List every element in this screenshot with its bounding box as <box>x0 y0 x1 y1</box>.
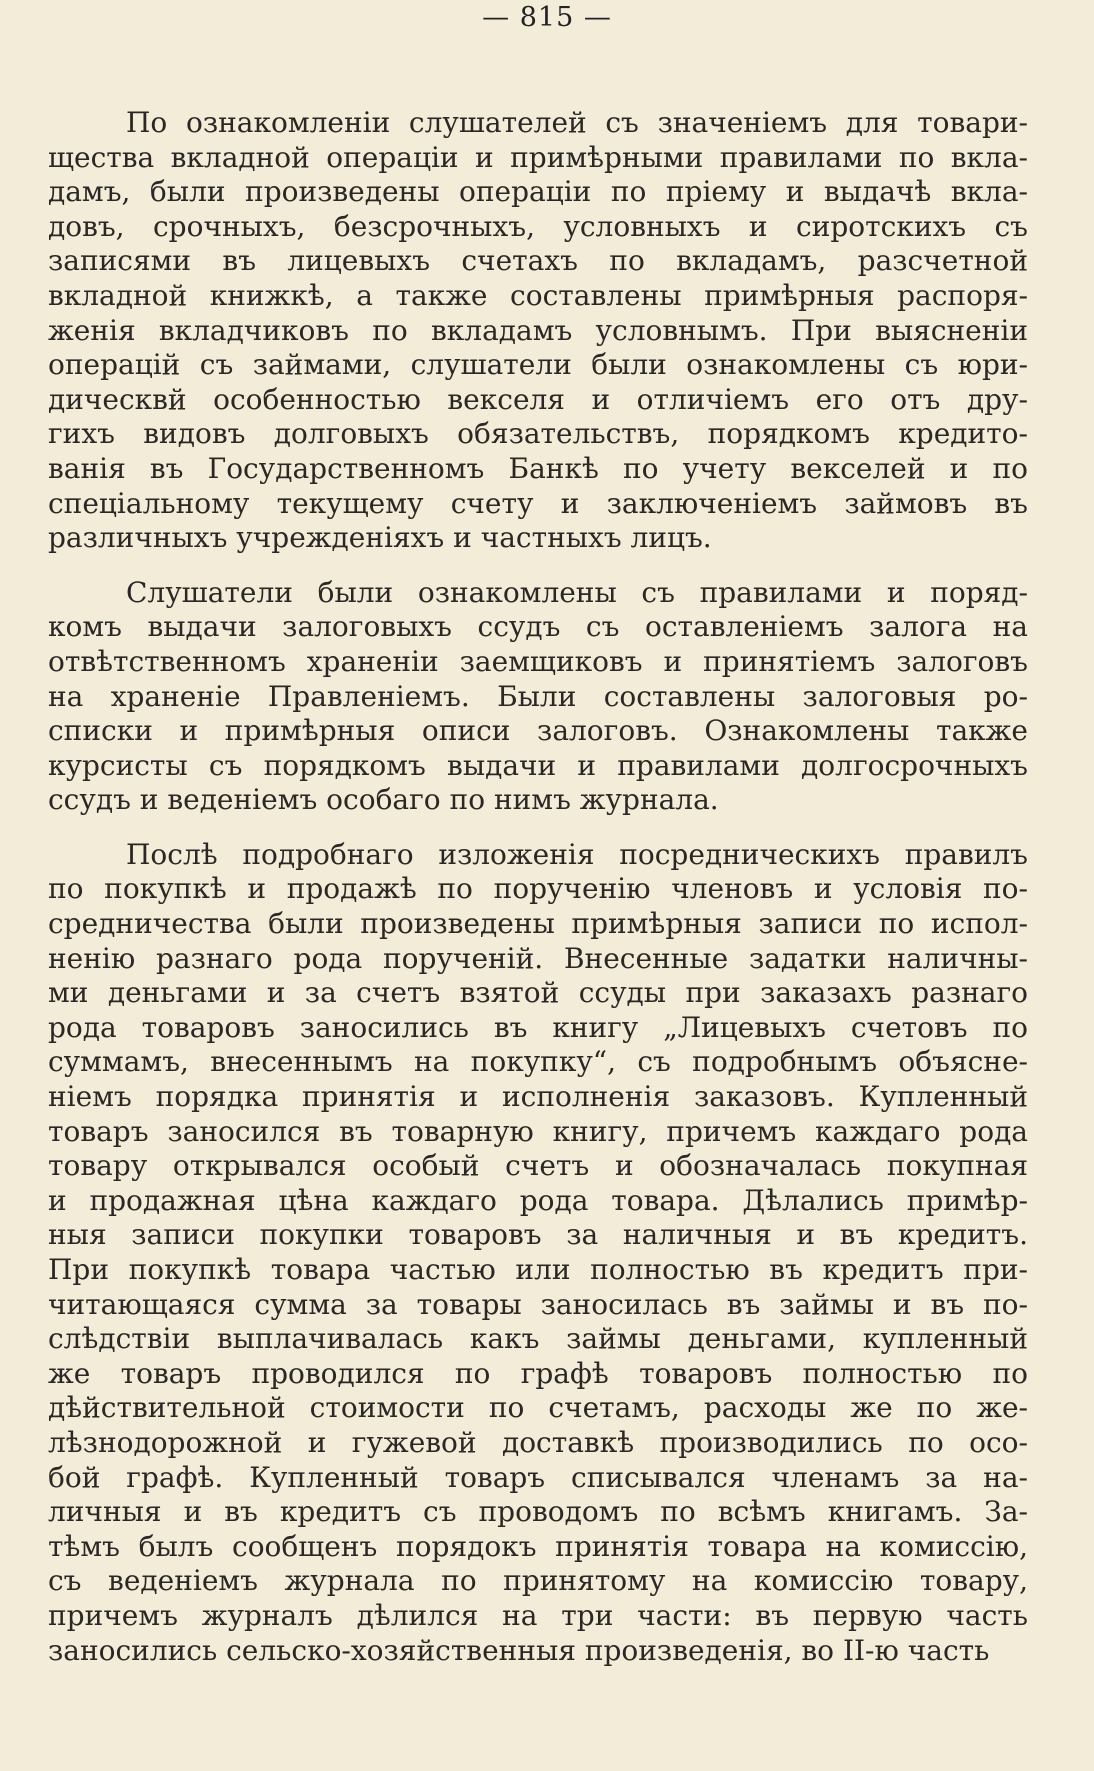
text-line: товару открывался особый счетъ и обозначалась покупная <box>48 1149 1028 1183</box>
text-line: тѣмъ былъ сообщенъ порядокъ принятія товара на комиссію, <box>48 1529 1028 1563</box>
text-line: бой графѣ. Купленный товаръ списывался членамъ за на- <box>48 1460 1028 1494</box>
paragraph <box>48 106 1028 556</box>
text-line: и продажная цѣна каждаго рода товара. Дѣлались примѣр- <box>48 1183 1028 1217</box>
text-line: ныя записи покупки товаровъ за наличныя и въ кредитъ. <box>48 1218 1028 1252</box>
text-line: женія вкладчиковъ по вкладамъ условнымъ. При выясненіи <box>48 313 1028 347</box>
text-line: читающаяся сумма за товары заносилась въ займы и въ по- <box>48 1287 1028 1321</box>
text-line: личныя и въ кредитъ съ проводомъ по всѣмъ книгамъ. За- <box>48 1495 1028 1529</box>
text-line: товаръ заносился въ товарную книгу, причемъ каждаго рода <box>48 1114 1028 1148</box>
text-line: отвѣтственномъ храненіи заемщиковъ и принятіемъ залоговъ <box>48 644 1028 678</box>
text-line: на храненіе Правленіемъ. Были составлены залоговыя ро- <box>48 679 1028 713</box>
paragraph <box>48 838 1028 1668</box>
text-line: различныхъ учрежденіяхъ и частныхъ лицъ. <box>48 521 712 555</box>
text-line: съ веденіемъ журнала по принятому на комиссію товару, <box>48 1564 1028 1598</box>
page-number: — 815 — <box>482 2 612 33</box>
text-line: Слушатели были ознакомлены съ правилами и поряд- <box>126 575 1028 609</box>
text-line: по покупкѣ и продажѣ по порученію членовъ и условія по- <box>48 872 1028 906</box>
text-line: же товаръ проводился по графѣ товаровъ полностью по <box>48 1356 1028 1390</box>
text-line: слѣдствіи выплачивалась какъ займы деньгами, купленный <box>48 1322 1028 1356</box>
text-line: ненію разнаго рода порученій. Внесенные задатки наличны- <box>48 941 1028 975</box>
text-line: ніемъ порядка принятія и исполненія заказовъ. Купленный <box>48 1080 1028 1114</box>
text-line: лѣзнодорожной и гужевой доставкѣ производились по осо- <box>48 1425 1028 1459</box>
text-line: списки и примѣрныя описи залоговъ. Ознакомлены также <box>48 714 1028 748</box>
text-line: гихъ видовъ долговыхъ обязательствъ, порядкомъ кредито- <box>48 417 1028 451</box>
text-line: дамъ, были произведены операціи по пріему и выдачѣ вкла- <box>48 175 1028 209</box>
text-line: По ознакомленіи слушателей съ значеніемъ для товари- <box>126 106 1028 139</box>
text-line: довъ, срочныхъ, безсрочныхъ, условныхъ и сиротскихъ съ <box>48 209 1028 243</box>
text-line: дѣйствительной стоимости по счетамъ, расходы же по же- <box>48 1391 1028 1425</box>
text-line: ми деньгами и за счетъ взятой ссуды при заказахъ разнаго <box>48 976 1028 1010</box>
text-line: записями въ лицевыхъ счетахъ по вкладамъ, разсчетной <box>48 244 1028 278</box>
text-line: рода товаровъ заносились въ книгу „Лицевыхъ счетовъ по <box>48 1010 1028 1044</box>
text-line: курсисты съ порядкомъ выдачи и правилами долгосрочныхъ <box>48 748 1028 782</box>
text-line: щества вкладной операціи и примѣрными правилами по вкла- <box>48 140 1028 174</box>
text-line: Послѣ подробнаго изложенія посредническихъ правилъ <box>126 837 1028 871</box>
text-line: средничества были произведены примѣрныя записи по испол- <box>48 907 1028 941</box>
text-line: комъ выдачи залоговыхъ ссудъ съ оставленіемъ залога на <box>48 610 1028 644</box>
paragraph <box>48 576 1028 818</box>
text-line: заносились сельско-хозяйственныя произведенія, во II-ю часть <box>48 1633 990 1667</box>
text-line: спеціальному текущему счету и заключеніемъ займовъ въ <box>48 486 1028 520</box>
text-line: ванія въ Государственномъ Банкѣ по учету векселей и по <box>48 451 1028 485</box>
text-line: При покупкѣ товара частью или полностью въ кредитъ при- <box>48 1253 1028 1286</box>
text-line: суммамъ, внесеннымъ на покупку“, съ подробнымъ объясне- <box>48 1045 1028 1079</box>
text-line: ссудъ и веденіемъ особаго по нимъ журнала. <box>48 783 719 817</box>
text-line: причемъ журналъ дѣлился на три части: въ первую часть <box>48 1598 1028 1632</box>
body-text <box>48 106 1028 1688</box>
text-line: дическвй особенностью векселя и отличіемъ его отъ дру- <box>48 382 1028 416</box>
text-line: вкладной книжкѣ, а также составлены примѣрныя распоря- <box>48 278 1028 312</box>
text-line: операцій съ займами, слушатели были ознакомлены съ юри- <box>48 348 1028 382</box>
